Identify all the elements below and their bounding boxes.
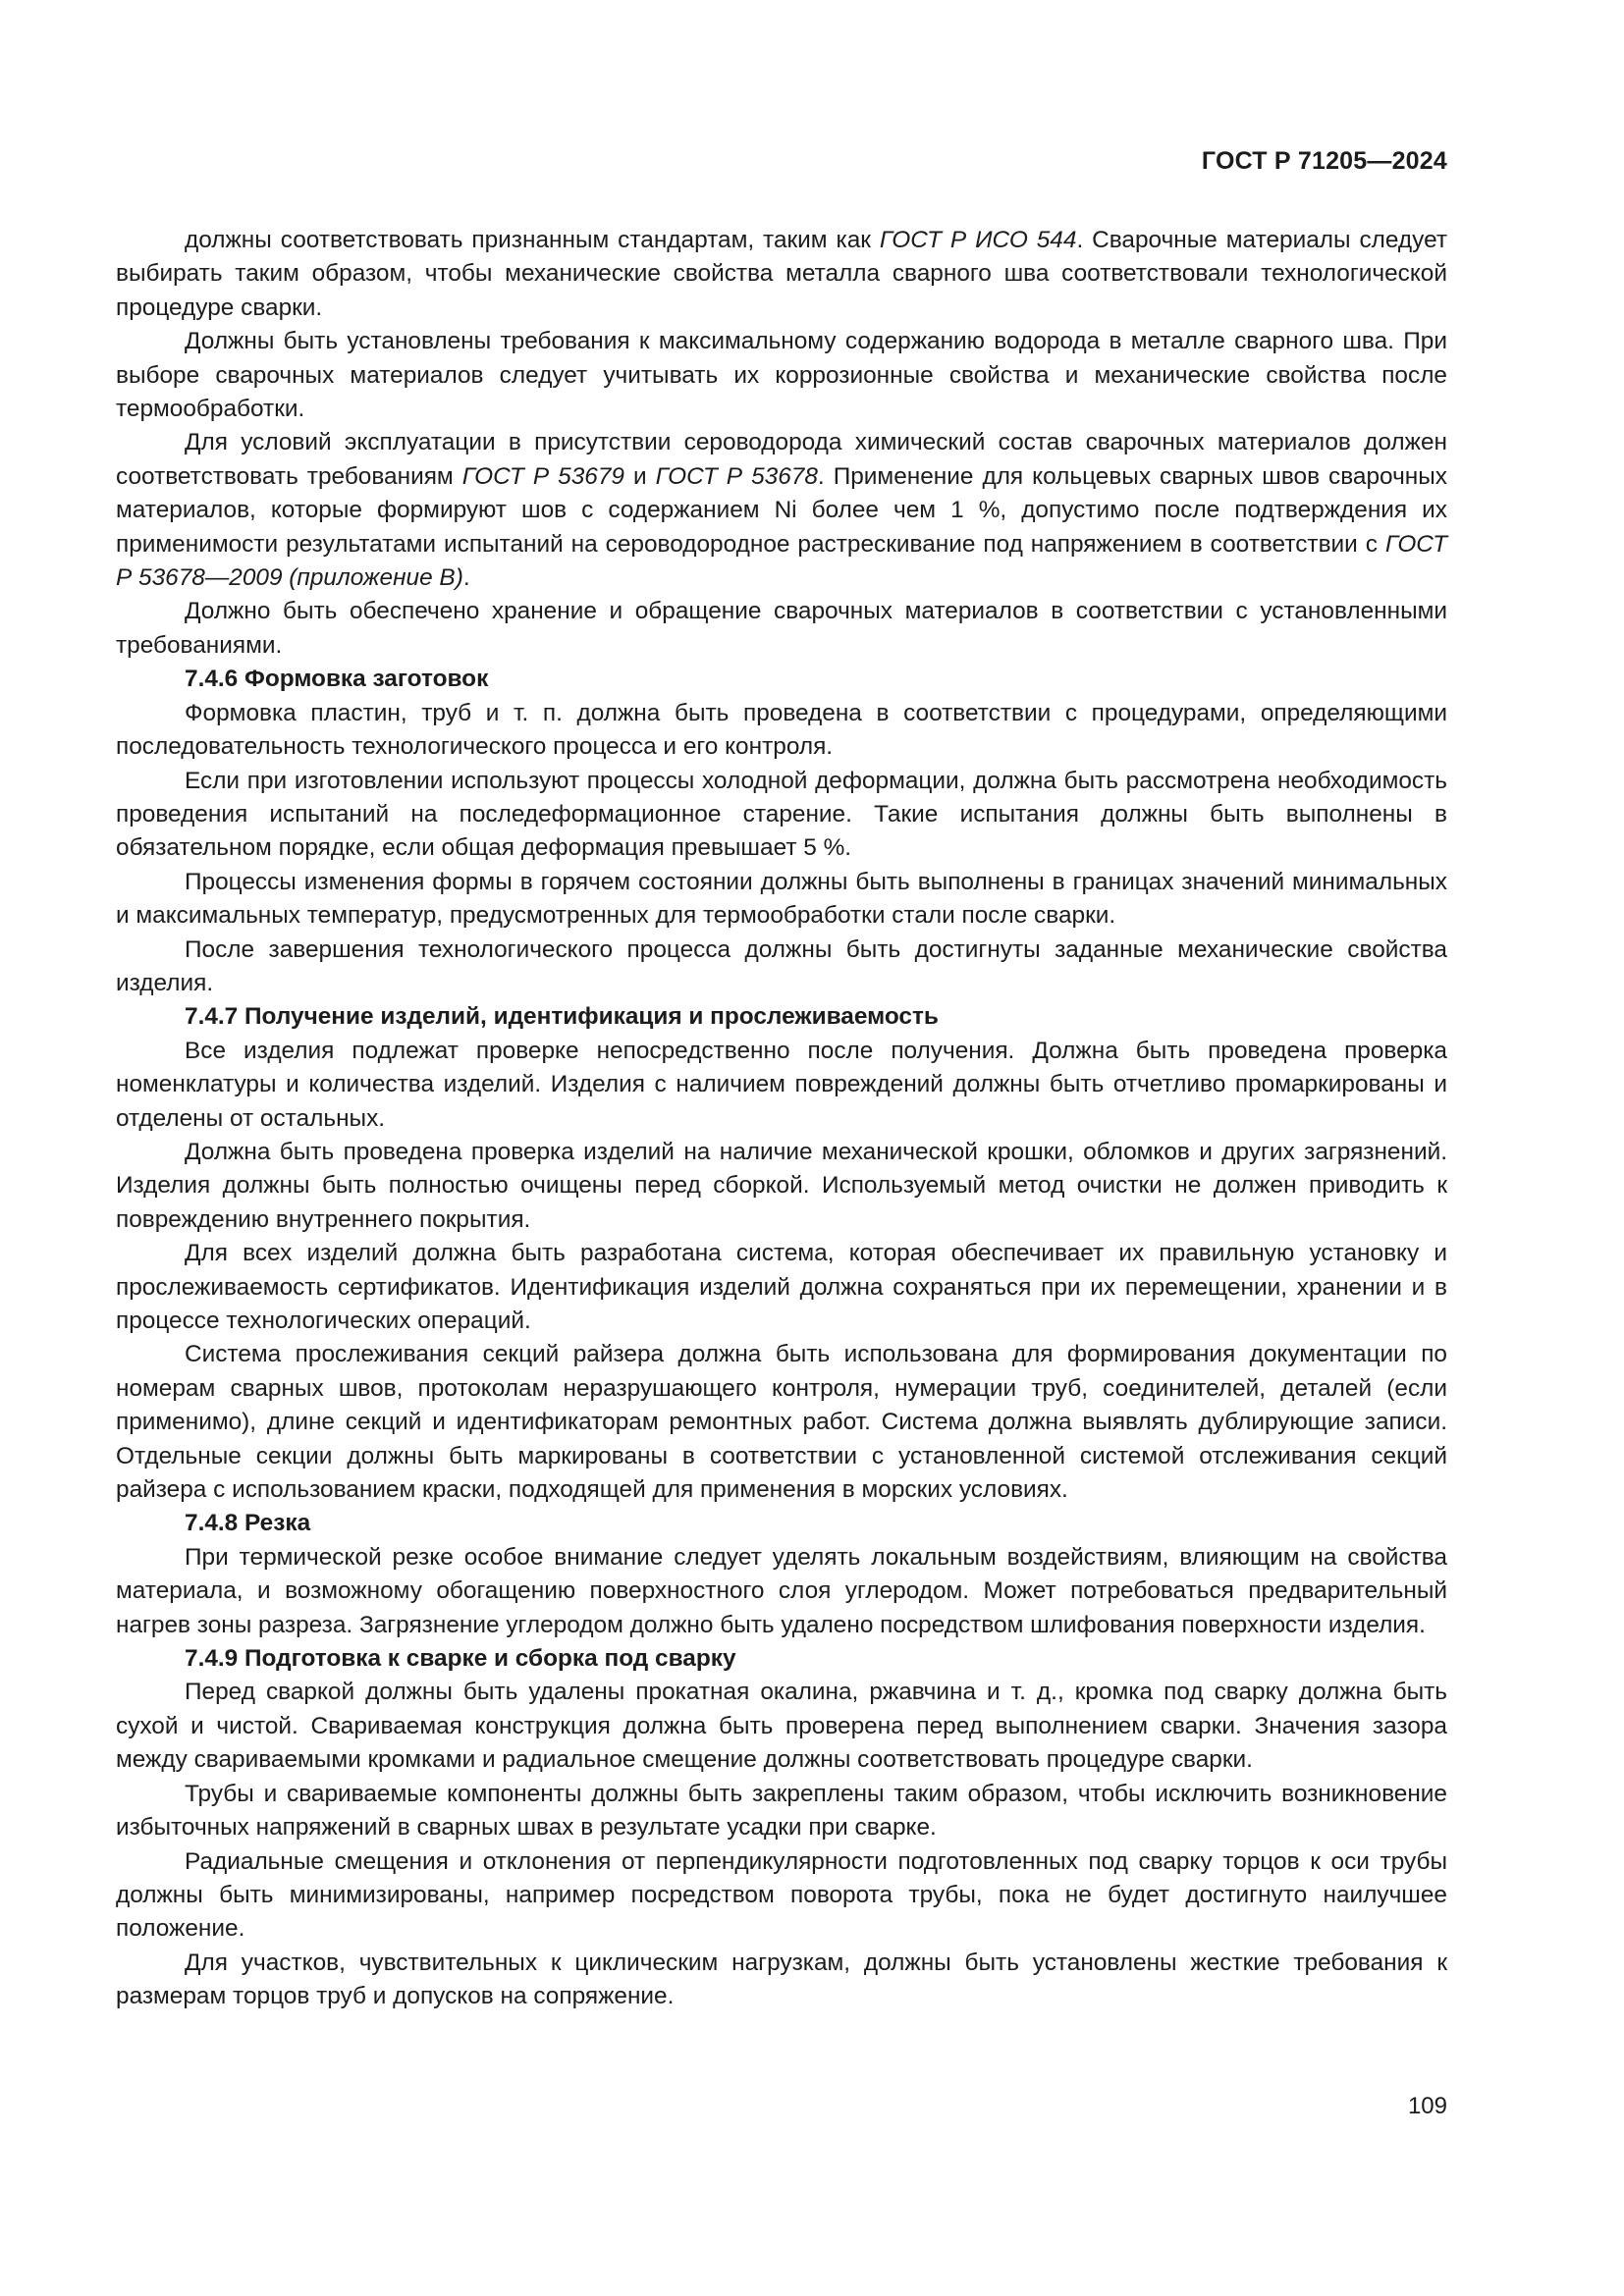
paragraph: Формовка пластин, труб и т. п. должна быть проведена в соответствии с процедурами, определяющими последовательность технологического процесса и его контроля. (116, 699, 1447, 761)
paragraph: Процессы изменения формы в горячем состоянии должны быть выполнены в границах значений минимальных и максимальных температур, предусмотренных для термообработки стали после сварки. (116, 868, 1447, 930)
paragraph: Все изделия подлежат проверке непосредственно после получения. Должна быть проведена проверка номенклатуры и количества изделий. Изделия с наличием повреждений должны быть отчетливо промаркированы и отделены от остальных. (116, 1037, 1447, 1132)
paragraph: Радиальные смещения и отклонения от перпендикулярности подготовленных под сварку торцов к оси трубы должны быть минимизированы, например посредством поворота трубы, пока не будет достигнуто наилучшее положение. (116, 1847, 1447, 1943)
text-run: . Сварочные материалы следует выбирать таким образом, чтобы механические свойства металла сварного шва соответствовали технологической процедуре сварки. (116, 227, 1447, 321)
paragraph: Должна быть проведена проверка изделий на наличие механической крошки, обломков и других загрязнений. Изделия должны быть полностью очищены перед сборкой. Используемый метод очистки не должен приводить к повреждению внутреннего покрытия. (116, 1138, 1447, 1233)
document-body (116, 224, 1447, 2014)
document-id-header: ГОСТ Р 71205—2024 (1201, 147, 1447, 175)
paragraph: Для всех изделий должна быть разработана система, которая обеспечивает их правильную установку и прослеживаемость сертификатов. Идентификация изделий должна сохраняться при их перемещении, хранении и в процессе технологических операций. (116, 1240, 1447, 1334)
text-run: Для условий эксплуатации в присутствии сероводорода химический состав сварочных материалов должен соответствовать требованиям (116, 429, 1447, 490)
paragraph: Должно быть обеспечено хранение и обращение сварочных материалов в соответствии с установленными требованиями. (116, 598, 1447, 659)
text-run: . (462, 564, 470, 592)
paragraph: При термической резке особое внимание следует уделять локальным воздействиям, влияющим на свойства материала, и возможному обогащению поверхностного слоя углеродом. Может потребоваться предварительный нагрев зоны разреза. Загрязнение углеродом должно быть удалено посредством шлифования поверхности изделия. (116, 1543, 1447, 1638)
standard-reference: ГОСТ Р 53678—2009 (приложение В) (116, 530, 1447, 592)
standard-reference: ГОСТ Р 53679 (461, 462, 624, 490)
paragraph (116, 426, 1447, 595)
text-run: . Применение для кольцевых сварных швов сварочных материалов, которые формируют шов с содержанием Ni более чем 1 %, допустимо после подтверждения их применимости результатами испытаний на сероводородное растрескивание под напряжением в соответствии с (116, 462, 1447, 558)
standard-reference: ГОСТ Р ИСО 544 (879, 227, 1077, 253)
text-run: и (623, 462, 656, 490)
paragraph: Система прослеживания секций райзера должна быть использована для формирования документации по номерам сварных швов, протоколам неразрушающего контроля, нумерации труб, соединителей, деталей (если применимо), длине секций и идентификаторам ремонтных работ. Система должна выявлять дублирующие записи. Отдельные секции должны быть маркированы в соответствии с установленной системой отслеживания секций райзера с использованием краски, подходящей для применения в морских условиях. (116, 1341, 1447, 1504)
page-number: 109 (1407, 2093, 1447, 2119)
paragraph: После завершения технологического процесса должны быть достигнуты заданные механические свойства изделия. (116, 935, 1447, 996)
section-heading-7-4-8: 7.4.8 Резка (185, 1510, 311, 1537)
paragraph: Трубы и свариваемые компоненты должны быть закреплены таким образом, чтобы исключить возникновение избыточных напряжений в сварных швах в результате усадки при сварке. (116, 1780, 1447, 1842)
standard-reference: ГОСТ Р 53678 (655, 462, 818, 490)
paragraph: Для участков, чувствительных к циклическим нагрузкам, должны быть установлены жесткие требования к размерам торцов труб и допусков на сопряжение. (116, 1949, 1447, 2010)
section-heading-7-4-7: 7.4.7 Получение изделий, идентификация и прослеживаемость (185, 1003, 939, 1031)
paragraph (116, 224, 1447, 325)
section-heading-7-4-6: 7.4.6 Формовка заготовок (185, 666, 489, 693)
paragraph: Должны быть установлены требования к максимальному содержанию водорода в металле сварного шва. При выборе сварочных материалов следует учитывать их коррозионные свойства и механические свойства после термообработки. (116, 328, 1447, 423)
section-heading-7-4-9: 7.4.9 Подготовка к сварке и сборка под сварку (185, 1645, 736, 1673)
paragraph: Перед сваркой должны быть удалены прокатная окалина, ржавчина и т. д., кромка под сварку должна быть сухой и чистой. Свариваемая конструкция должна быть проверена перед выполнением сварки. Значения зазора между свариваемыми кромками и радиальное смещение должны соответствовать процедуре сварки. (116, 1679, 1447, 1774)
text-run: должны соответствовать признанным стандартам, таким как (185, 227, 880, 253)
paragraph: Если при изготовлении используют процессы холодной деформации, должна быть рассмотрена необходимость проведения испытаний на последеформационное старение. Такие испытания должны быть выполнены в обязательном порядке, если общая деформация превышает 5 %. (116, 767, 1447, 862)
